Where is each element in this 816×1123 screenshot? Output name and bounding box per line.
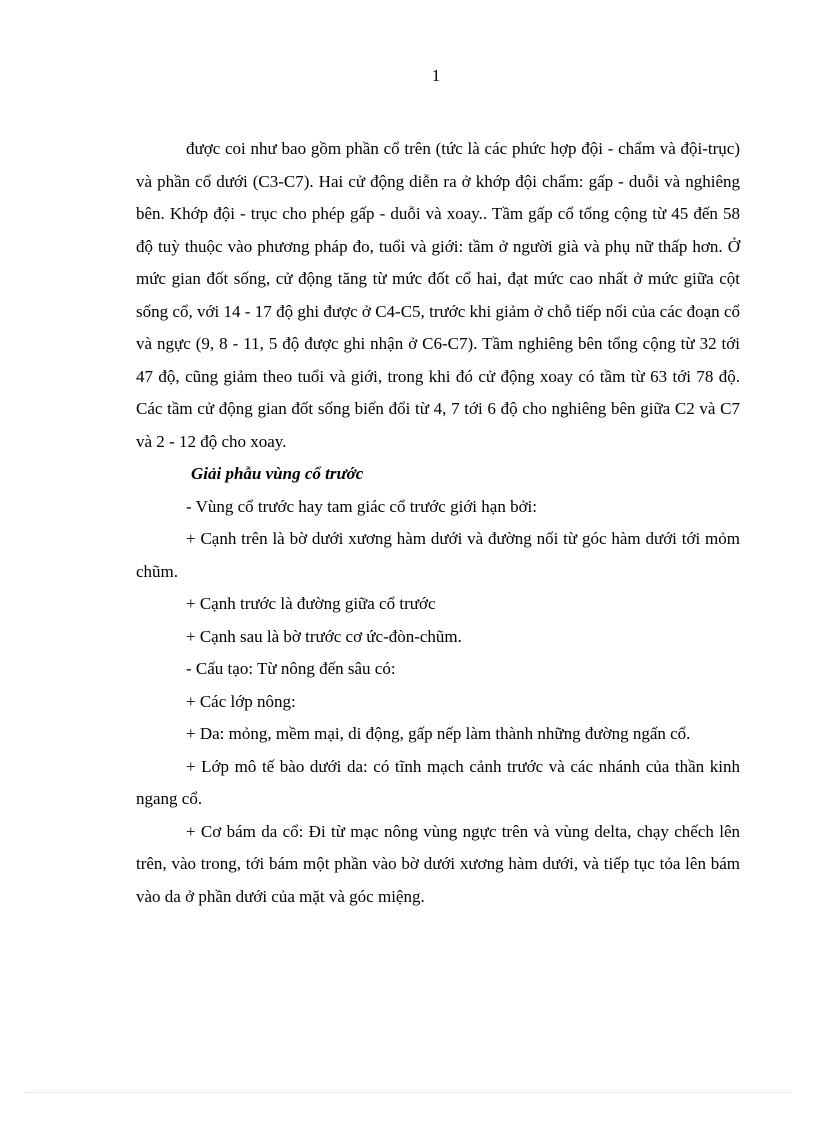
paragraph-boundaries-intro: - Vùng cổ trước hay tam giác cổ trước giới hạn bởi: — [186, 496, 538, 516]
page-number: 1 — [431, 66, 441, 85]
paragraph-structure-intro: - Cấu tạo: Từ nông đến sâu có: — [186, 659, 396, 678]
paragraph-platysma: + Cơ bám da cổ: Đi từ mạc nông vùng ngực trên và vùng delta, chạy chếch lên trên, vào trong, tới bám một phần vào bờ dưới xương hàm dưới, và tiếp tục tỏa lên bám vào da ở phần dưới của mặt và góc miệng. — [136, 821, 740, 906]
document-body — [136, 133, 740, 913]
paragraph-skin: + Da: mỏng, mềm mại, di động, gấp nếp làm thành những đường ngấn cổ. — [186, 724, 691, 743]
paragraph-superficial-layers: + Các lớp nông: — [186, 691, 296, 711]
paragraph-subcutaneous: + Lớp mô tế bào dưới da: có tĩnh mạch cảnh trước và các nhánh của thần kinh ngang cổ. — [136, 756, 740, 808]
paragraph-back-edge: + Cạnh sau là bờ trước cơ ức-đòn-chũm. — [186, 626, 462, 646]
paragraph-front-edge: + Cạnh trước là đường giữa cổ trước — [186, 594, 436, 613]
section-heading: Giải phẫu vùng cổ trước — [191, 464, 364, 483]
paragraph-neck-motion: được coi như bao gồm phần cổ trên (tức là các phức hợp đội - chẩm và đội-trục) và phần cổ dưới (C3-C7). Hai cử động diễn ra ở khớp đội chẩm: gấp - duỗi và nghiêng bên. Khớp đội - trục cho phép gấp - duỗi và xoay.. Tầm gấp cổ tổng cộng từ 45 đến 58 độ tuỳ thuộc vào phương pháp đo, tuổi và giới: tầm ở người già và phụ nữ thấp hơn. Ở mức gian đốt sống, cử động tăng từ mức đốt cổ hai, đạt mức cao nhất ở mức giữa cột sống cổ, với 14 - 17 độ ghi được ở C4-C5, trước khi giảm ở chỗ tiếp nối của các đoạn cổ và ngực (9, 8 - 11, 5 độ được ghi nhận ở C6-C7). Tầm nghiêng bên tổng cộng từ 32 tới 47 độ, cũng giảm theo tuổi và giới, trong khi đó cử động xoay có tầm từ 63 tới 78 độ. Các tầm cử động gian đốt sống biến đổi từ 4, 7 tới 6 độ cho nghiêng bên giữa C2 và C7 và 2 - 12 độ cho xoay. — [136, 139, 740, 451]
page-bottom-divider — [24, 1092, 792, 1093]
paragraph-upper-edge: + Cạnh trên là bờ dưới xương hàm dưới và đường nối từ góc hàm dưới tới mỏm chũm. — [136, 529, 740, 581]
